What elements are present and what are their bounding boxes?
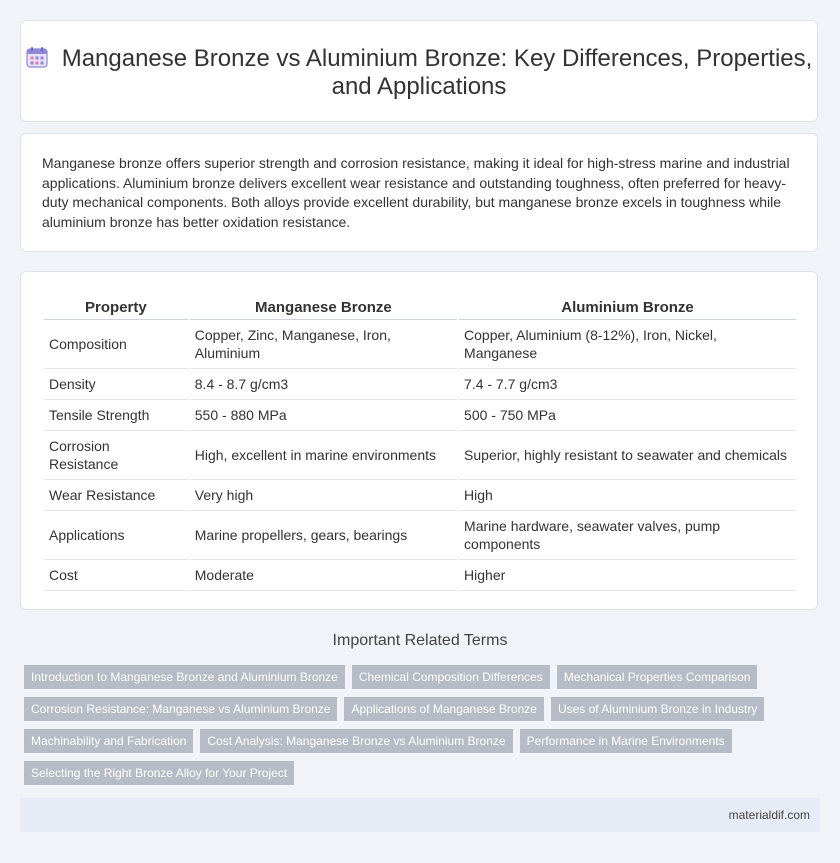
- related-term-tag[interactable]: Corrosion Resistance: Manganese vs Aluminium Bronze: [24, 697, 337, 721]
- table-cell: Tensile Strength: [44, 400, 188, 431]
- page-title: [21, 45, 817, 101]
- summary-card: [20, 133, 818, 252]
- table-cell: Corrosion Resistance: [44, 431, 188, 480]
- related-terms-title: Important Related Terms: [332, 632, 508, 649]
- title-text: Manganese Bronze vs Aluminium Bronze: Key Differences, Properties, and Applications: [61, 45, 813, 100]
- column-header-aluminium-bronze: Aluminium Bronze: [459, 296, 796, 320]
- related-term-tag[interactable]: Applications of Manganese Bronze: [344, 697, 543, 721]
- table-cell: Composition: [44, 320, 188, 369]
- table-cell: 550 - 880 MPa: [190, 400, 457, 431]
- table-cell: 500 - 750 MPa: [459, 400, 796, 431]
- table-cell: Very high: [190, 480, 457, 511]
- footer: [20, 798, 820, 832]
- table-cell: Density: [44, 369, 188, 400]
- table-row: [44, 431, 796, 480]
- related-term-tag[interactable]: Mechanical Properties Comparison: [557, 665, 758, 689]
- table-cell: Superior, highly resistant to seawater and chemicals: [459, 431, 796, 480]
- related-term-tag[interactable]: Uses of Aluminium Bronze in Industry: [551, 697, 764, 721]
- related-term-tag[interactable]: Introduction to Manganese Bronze and Aluminium Bronze: [24, 665, 345, 689]
- column-header-property: Property: [44, 296, 188, 320]
- table-cell: 7.4 - 7.7 g/cm3: [459, 369, 796, 400]
- table-cell: Higher: [459, 560, 796, 591]
- related-terms-list: [24, 665, 784, 785]
- summary-text: Manganese bronze offers superior strength and corrosion resistance, making it ideal for high-stress marine and industrial applications. Aluminium bronze delivers excellent wear resistance and outstanding toughness, often preferred for heavy-duty mechanical components. Both alloys provide excellent durability, but manganese bronze excels in toughness while aluminium bronze has better oxidation resistance.: [42, 155, 790, 230]
- calendar-icon: [26, 46, 48, 68]
- table-cell: Moderate: [190, 560, 457, 591]
- table-cell: Copper, Aluminium (8-12%), Iron, Nickel, Manganese: [459, 320, 796, 369]
- table-row: [44, 369, 796, 400]
- table-cell: High: [459, 480, 796, 511]
- table-cell: Marine propellers, gears, bearings: [190, 511, 457, 560]
- table-row: [44, 480, 796, 511]
- table-cell: Wear Resistance: [44, 480, 188, 511]
- table-cell: Marine hardware, seawater valves, pump components: [459, 511, 796, 560]
- related-term-tag[interactable]: Performance in Marine Environments: [520, 729, 732, 753]
- table-row: [44, 560, 796, 591]
- table-cell: High, excellent in marine environments: [190, 431, 457, 480]
- related-term-tag[interactable]: Machinability and Fabrication: [24, 729, 193, 753]
- title-card: [20, 20, 818, 122]
- table-cell: Applications: [44, 511, 188, 560]
- related-term-tag[interactable]: Selecting the Right Bronze Alloy for Your Project: [24, 761, 294, 785]
- comparison-card: [20, 271, 818, 610]
- table-cell: Cost: [44, 560, 188, 591]
- table-header-row: [44, 296, 796, 320]
- related-term-tag[interactable]: Chemical Composition Differences: [352, 665, 550, 689]
- table-row: [44, 400, 796, 431]
- table-row: [44, 320, 796, 369]
- related-term-tag[interactable]: Cost Analysis: Manganese Bronze vs Aluminium Bronze: [200, 729, 512, 753]
- table-row: [44, 511, 796, 560]
- column-header-manganese-bronze: Manganese Bronze: [190, 296, 457, 320]
- site-link[interactable]: materialdif.com: [728, 808, 810, 822]
- table-cell: 8.4 - 8.7 g/cm3: [190, 369, 457, 400]
- table-cell: Copper, Zinc, Manganese, Iron, Aluminium: [190, 320, 457, 369]
- comparison-table: [42, 296, 798, 591]
